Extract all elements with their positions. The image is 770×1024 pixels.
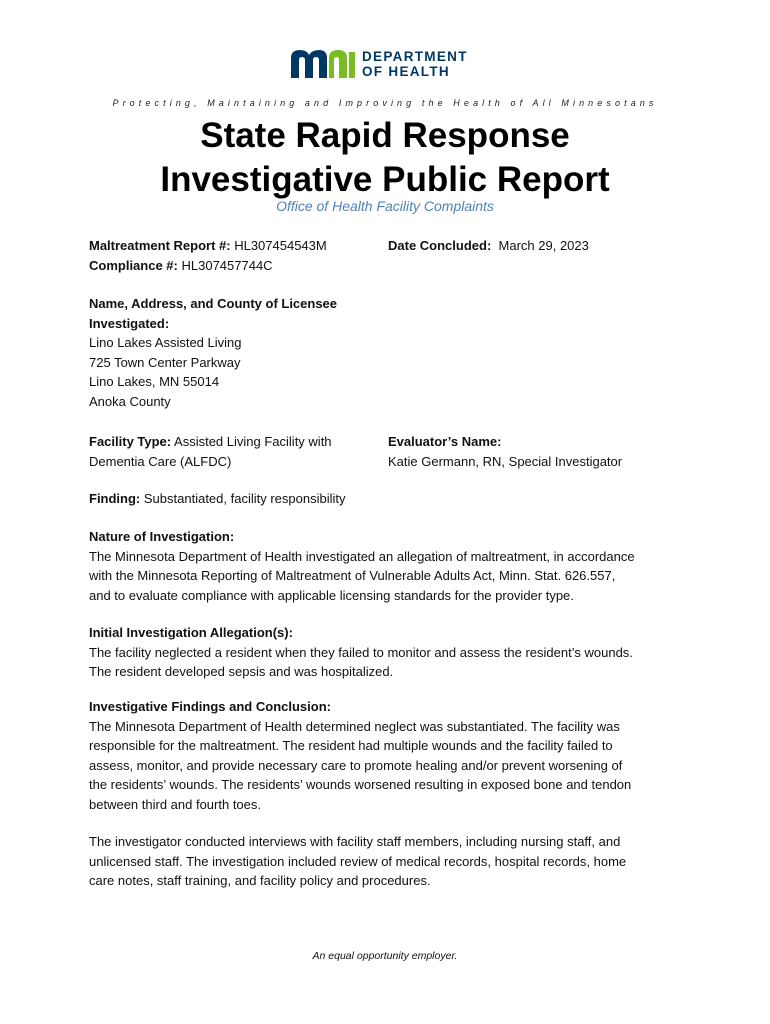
paragraph-line: The Minnesota Department of Health investigated an allegation of maltreatment, in accordance: [89, 548, 635, 564]
paragraph-line: the residents’ wounds. The residents’ wounds worsened resulting in exposed bone and tendon: [89, 777, 632, 792]
paragraph-line: with the Minnesota Reporting of Maltreatment of Vulnerable Adults Act, Minn. Stat. 626.557,: [89, 568, 616, 583]
paragraph-line: responsible for the maltreatment. The resident had multiple wounds and the facility failed to: [89, 738, 613, 753]
compliance-number: [89, 256, 273, 276]
nature-heading: Nature of Investigation:: [89, 529, 235, 544]
findings-heading: Investigative Findings and Conclusion:: [89, 699, 331, 714]
licensee-street: 725 Town Center Parkway: [89, 354, 241, 370]
page-subtitle: Office of Health Facility Complaints: [276, 198, 494, 214]
allegation-heading: Initial Investigation Allegation(s):: [89, 625, 293, 640]
facility-type-value-line-2: Dementia Care (ALFDC): [89, 453, 232, 469]
paragraph-line: The resident developed sepsis and was hospitalized.: [89, 664, 394, 679]
mdh-logo: [291, 48, 491, 82]
evaluator-label: Evaluator’s Name:: [388, 434, 502, 449]
licensee-county: Anoka County: [89, 393, 171, 409]
tagline: Protecting, Maintaining and Improving the Health of All Minnesotans: [112, 98, 658, 108]
paragraph-line: The facility neglected a resident when they failed to monitor and assess the resident’s wounds.: [89, 644, 633, 660]
licensee-city: Lino Lakes, MN 55014: [89, 374, 220, 389]
finding-label: Finding:: [89, 491, 141, 506]
nature-section: [89, 527, 635, 605]
paragraph-line: between third and fourth toes.: [89, 796, 262, 812]
facility-type: [89, 432, 332, 471]
mn-logo-icon: [291, 48, 357, 78]
logo-line-2: OF HEALTH: [362, 64, 450, 79]
compliance-value: HL307457744C: [181, 258, 273, 273]
logo-line-1: DEPARTMENT: [362, 49, 468, 64]
date-value: March 29, 2023: [498, 238, 589, 253]
page-footer: An equal opportunity employer.: [312, 950, 458, 962]
facility-type-label: Facility Type:: [89, 434, 172, 449]
maltreatment-label: Maltreatment Report #:: [89, 238, 231, 253]
paragraph-line: and to evaluate compliance with applicable licensing standards for the provider type.: [89, 587, 574, 603]
date-concluded: [388, 236, 589, 256]
logo-wordmark: [362, 49, 468, 79]
licensee-heading-line-1: Name, Address, and County of Licensee: [89, 296, 338, 311]
licensee-heading-line-2: Investigated:: [89, 315, 170, 331]
licensee-block: [89, 294, 337, 411]
paragraph-line: care notes, staff training, and facility policy and procedures.: [89, 873, 431, 888]
finding-value: Substantiated, facility responsibility: [143, 491, 346, 506]
date-label: Date Concluded:: [388, 238, 492, 253]
paragraph-line: unlicensed staff. The investigation included review of medical records, hospital records, home: [89, 853, 627, 869]
title-line-2: Investigative Public Report: [160, 160, 610, 199]
finding: [89, 489, 346, 509]
paragraph-line: The Minnesota Department of Health determined neglect was substantiated. The facility was: [89, 718, 620, 734]
maltreatment-value: HL307454543M: [234, 238, 327, 253]
evaluator-value: Katie Germann, RN, Special Investigator: [388, 453, 623, 469]
compliance-label: Compliance #:: [89, 258, 178, 273]
paragraph-line: assess, monitor, and provide necessary care to promote healing and/or prevent worsening of: [89, 757, 623, 773]
findings-section: [89, 697, 631, 814]
title-line-1: State Rapid Response: [200, 116, 570, 155]
facility-type-value-line-1: Assisted Living Facility with: [174, 434, 332, 449]
maltreatment-report-number: [89, 236, 327, 256]
interviews-section: [89, 832, 626, 891]
evaluator: [388, 432, 622, 471]
paragraph-line: The investigator conducted interviews with facility staff members, including nursing staff, and: [89, 834, 621, 849]
licensee-name: Lino Lakes Assisted Living: [89, 335, 242, 350]
page-title: [0, 114, 770, 202]
allegation-section: [89, 623, 633, 682]
